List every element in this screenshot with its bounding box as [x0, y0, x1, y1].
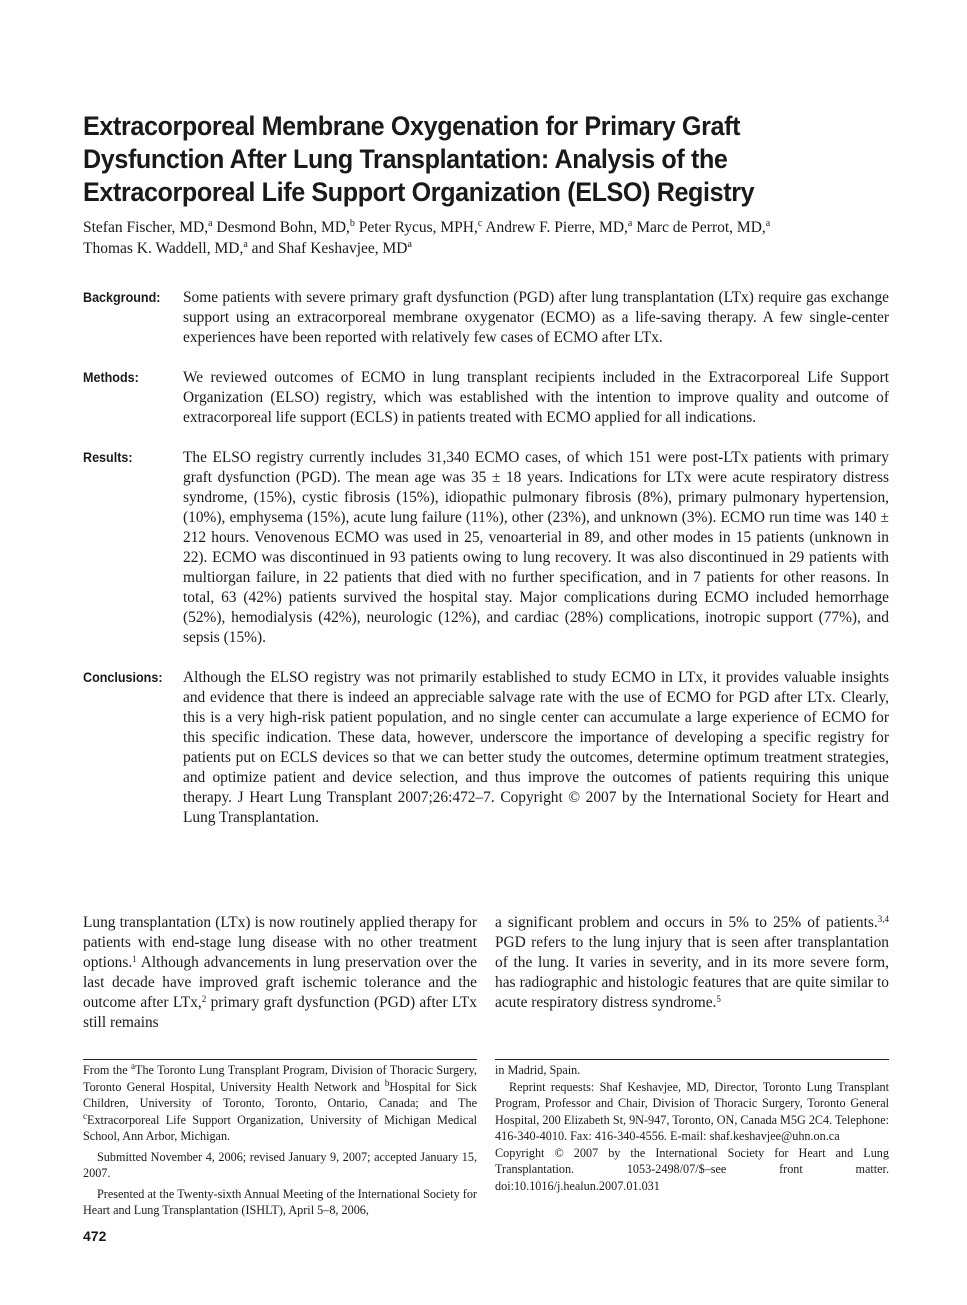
submission-dates: Submitted November 4, 2006; revised January 9, 2007; accepted January 15, 2007.: [83, 1149, 477, 1180]
abstract-label: Conclusions:: [83, 670, 163, 685]
abstract-text: Although the ELSO registry was not primarily established to study ECMO in LTx, it provides valuable insights and evidence that there is indeed an appreciable salvage rate with the use of ECMO for PGD after LTx. Clearly, this is a very high-risk patient population, and no single center can accumulate a large experience of ECMO for this specific indication. These data, however, underscore the importance of developing a specific registry for patients put on ECLS devices so that we can better study the outcomes, determine optimum treatment strategies, and optimize patient and device selection, and thus improve the outcomes of patients requiring this unique therapy. J Heart Lung Transplant 2007;26:472–7. Copyright © 2007 by the International Society for Heart and Lung Transplantation.: [183, 669, 889, 826]
abstract-text: We reviewed outcomes of ECMO in lung transplant recipients included in the Extracorporeal Life Support Organization (ELSO) registry, which was established with the intention to improve quality and outcome of extracorporeal life support (ECLS) in patients treated with ECMO applied for all indications.: [183, 369, 889, 426]
page-number: 472: [83, 1228, 107, 1244]
citation-ref[interactable]: 1: [132, 954, 137, 964]
author: and Shaf Keshavjee, $MD^a$: [251, 239, 412, 257]
author: Thomas K. Waddell, MD,$^a$: [83, 239, 248, 257]
footnote-divider: [495, 1059, 889, 1060]
footnotes-left: [83, 1062, 477, 1219]
author: Andrew F. Pierre, MD,$^a$: [485, 218, 633, 236]
author: Stefan Fischer, MD,$^a$: [83, 218, 213, 236]
citation-ref[interactable]: 2: [201, 994, 207, 1004]
author: Desmond Bohn, MD,$^b$: [216, 218, 355, 236]
abstract-label: Methods:: [83, 370, 139, 385]
footnotes-right: [495, 1062, 889, 1194]
article-title: Extracorporeal Membrane Oxygenation for Primary Graft Dysfunction After Lung Transplantation: Analysis of the Extracorporeal Life Support Organization (ELSO) Registry: [83, 111, 755, 207]
author: Peter Rycus, MPH,$^c$: [358, 218, 483, 236]
presentation-note-continued: in Madrid, Spain.: [495, 1063, 581, 1077]
abstract-text: The ELSO registry currently includes 31,340 ECMO cases, of which 151 were post-LTx patients with primary graft dysfunction (PGD). The mean age was 35 ± 18 years. Indications for LTx were acute respiratory distress syndrome, (15%), cystic fibrosis (15%), idiopathic pulmonary fibrosis (8%), primary pulmonary hypertension, (10%), emphysema (15%), acute lung failure (11%), other (23%), and unknown (3%). ECMO run time was 140 ± 212 hours. Venovenous ECMO was used in 25, venoarterial in 89, and other modes in 15 patients (unknown in 22). ECMO was discontinued in 93 patients owing to lung recovery. It was also discontinued in 29 patients with multiorgan failure, in 22 patients that died with no further specification, and in 7 patients for other reasons. In total, 63 (42%) patients survived the hospital stay. Major complications during ECMO included hemorrhage (52%), hemodialysis (42%), neurologic (12%), and cardiac (28%) complications, inotropic support (77%), and sepsis (15%).: [183, 449, 889, 646]
footnote-divider: [83, 1059, 477, 1060]
author-list: [83, 217, 913, 259]
copyright-notice: Copyright © 2007 by the International Society for Heart and Lung Transplantation. 1053-2498/07/$–see front matter. doi:10.1016/j.healun.2007.01.031: [495, 1145, 889, 1193]
presentation-note: Presented at the Twenty-sixth Annual Meeting of the International Society for Heart and Lung Transplantation (ISHLT), April 5–8, 2006,: [83, 1186, 477, 1217]
author: Marc de Perrot, MD,$^a$: [636, 218, 771, 236]
body-column-left: Lung transplantation (LTx) is now routinely applied therapy for patients with end-stage lung disease with no other treatment options.$^1$ Although advancements in lung preservation over the last decade have improved graft ischemic tolerance and the outcome after LTx,$^2$ primary graft dysfunction (PGD) after LTx still remains: [83, 914, 478, 1031]
abstract-label: Background:: [83, 290, 161, 305]
affiliations: From the $^a$The Toronto Lung Transplant Program, Division of Thoracic Surgery, Toronto General Hospital, University Health Network and $^b$Hospital for Sick Children, University of Toronto, Toronto, Ontario, Canada; and The $^c$Extracorporeal Life Support Organization, University of Michigan Medical School, Ann Arbor, Michigan.: [83, 1061, 477, 1143]
reprint-requests: Reprint requests: Shaf Keshavjee, MD, Director, Toronto Lung Transplant Program, Professor and Chair, Division of Thoracic Surgery, Toronto General Hospital, 200 Elizabeth St, 9N-947, Toronto, ON, Canada M5G 2C4. Telephone: 416-340-4010. Fax: 416-340-4556. E-mail: shaf.keshavjee@uhn.on.ca: [495, 1079, 889, 1143]
citation-ref[interactable]: 3,4: [877, 914, 889, 924]
body-column-right: a significant problem and occurs in 5% to 25% of patients.$^{3,4}$ PGD refers to the lung injury that is seen after transplantation of the lung. It varies in severity, and in its more severe form, has radiographic and histologic features that are quite similar to acute respiratory distress syndrome.$^5$: [495, 914, 889, 1011]
citation-ref[interactable]: 5: [716, 994, 721, 1004]
abstract-text: Some patients with severe primary graft dysfunction (PGD) after lung transplantation (LTx) require gas exchange support using an extracorporeal membrane oxygenator (ECMO) as a life-saving therapy. A few single-center experiences have been reported with relatively few cases of ECMO after LTx.: [183, 289, 889, 346]
abstract-label: Results:: [83, 450, 133, 465]
